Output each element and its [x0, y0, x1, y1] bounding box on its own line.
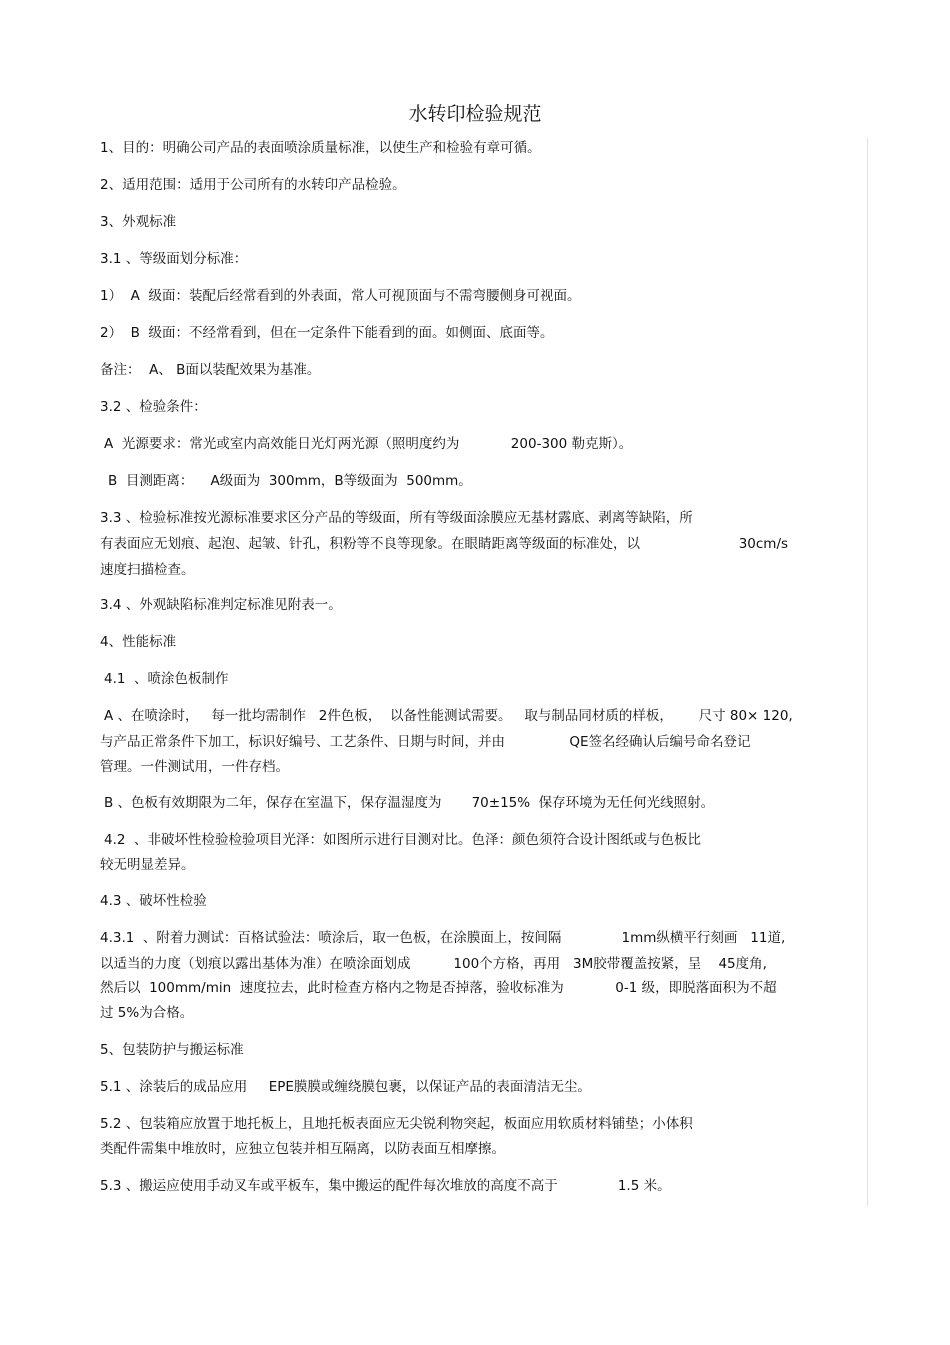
document-title: 水转印检验规范 — [408, 103, 542, 125]
subsection-heading: 4.3 、破坏性检验 — [100, 893, 207, 909]
text-line: B 、色板有效期限为二年，保存在室温下，保存温湿度为 70±15% 保存环境为无任何光线照射。 — [104, 795, 715, 811]
subsection-heading: 3.1 、等级面划分标准： — [100, 251, 248, 267]
text-line: 速度扫描检查。 — [100, 562, 195, 578]
text-line: 5.2 、包装箱应放置于地托板上，且地托板表面应无尖锐利物突起，板面应用软质材料铺垫；小体积 — [100, 1116, 693, 1132]
text-line: 3.4 、外观缺陷标准判定标准见附表一。 — [100, 597, 342, 613]
subsection-heading: 4.1 、喷涂色板制作 — [104, 671, 229, 687]
margin-rule — [867, 138, 868, 1206]
section-heading: 3、外观标准 — [100, 214, 177, 230]
text-line: B 目测距离： A级面为 300mm，B等级面为 500mm。 — [108, 473, 472, 489]
text-line: 较无明显差异。 — [100, 857, 195, 873]
text-line: 5.3 、搬运应使用手动叉车或平板车，集中搬运的配件每次堆放的高度不高于 1.5 米。 — [100, 1178, 671, 1194]
text-line: 5.1 、涂装后的成品应用 EPE膜膜或缠绕膜包裹，以保证产品的表面清洁无尘。 — [100, 1079, 591, 1095]
text-line: 1） A 级面：装配后经常看到的外表面，常人可视顶面与不需弯腰侧身可视面。 — [100, 288, 581, 304]
subsection-heading: 3.2 、检验条件： — [100, 399, 207, 415]
text-line: A 、在喷涂时， 每一批均需制作 2件色板， 以备性能测试需要。 取与制品同材质的样板， 尺寸 80× 120, — [104, 708, 793, 724]
text-line: 类配件需集中堆放时，应独立包装并相互隔离，以防表面互相摩擦。 — [100, 1141, 505, 1157]
text-line: 过 5%为合格。 — [100, 1005, 194, 1021]
text-line: 与产品正常条件下加工，标识好编号、工艺条件、日期与时间，并由 QE签名经确认后编号命名登记 — [100, 734, 751, 750]
text-line: 管理。一件测试用，一件存档。 — [100, 759, 289, 775]
text-line: 2） B 级面：不经常看到，但在一定条件下能看到的面。如侧面、底面等。 — [100, 325, 554, 341]
text-line: A 光源要求：常光或室内高效能日光灯两光源（照明度约为 200-300 勒克斯）。 — [104, 436, 633, 452]
text-line: 3.3 、检验标准按光源标准要求区分产品的等级面，所有等级面涂膜应无基材露底、剥离等缺陷，所 — [100, 510, 693, 526]
text-line: 有表面应无划痕、起泡、起皱、针孔，积粉等不良等现象。在眼睛距离等级面的标准处，以 30cm/s — [100, 536, 789, 552]
section-heading: 5、包装防护与搬运标准 — [100, 1042, 244, 1058]
text-line: 4.2 、非破坏性检验检验项目光泽：如图所示进行目测对比。色泽：颜色须符合设计图纸或与色板比 — [104, 832, 702, 848]
text-line: 然后以 100mm/min 速度拉去，此时检查方格内之物是否掉落，验收标准为 0-1 级，即脱落面积为不超 — [100, 980, 777, 996]
text-line: 1、目的：明确公司产品的表面喷涂质量标准，以使生产和检验有章可循。 — [100, 140, 541, 156]
text-line: 2、适用范围：适用于公司所有的水转印产品检验。 — [100, 177, 406, 193]
text-line: 4.3.1 、附着力测试：百格试验法：喷涂后，取一色板，在涂膜面上，按间隔 1mm纵横平行刻画 11道, — [100, 930, 786, 946]
note-line: 备注： A、 B面以装配效果为基准。 — [100, 362, 321, 378]
text-line: 以适当的力度（划痕以露出基体为准）在喷涂面划成 100个方格，再用 3M胶带覆盖按紧，呈 45度角, — [100, 956, 767, 972]
section-heading: 4、性能标准 — [100, 634, 177, 650]
